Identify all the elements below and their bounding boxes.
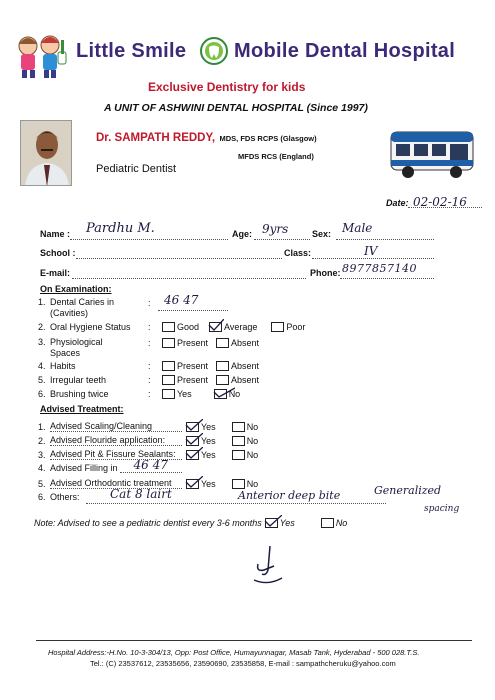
treatment-item-filling: 4. Advised Filling in 46 47 — [38, 463, 182, 473]
sex-label: Sex: — [312, 229, 332, 239]
fluoride-no-checkbox[interactable] — [232, 436, 245, 446]
age-label: Age: — [232, 229, 252, 239]
hospital-title-right: Mobile Dental Hospital — [234, 40, 456, 62]
exam-item-physiological-spaces: 3. Physiological — [38, 337, 103, 347]
exam-item-irregular-teeth: 5. Irregular teeth — [38, 375, 107, 385]
fluoride-yes-checkbox[interactable] — [186, 436, 199, 446]
sealants-yes-checkbox[interactable] — [186, 450, 199, 460]
doctor-name — [96, 128, 317, 146]
class-label: Class: — [284, 248, 312, 258]
spaces-present-checkbox[interactable] — [162, 338, 175, 348]
footer-address: Hospital Address:-H.No. 10-3-304/13, Opp: Post Office, Humayunnagar, Masab Tank, Hyderabad - 500 028.T.S. — [48, 648, 420, 657]
oral-hygiene-good-checkbox[interactable] — [162, 322, 175, 332]
scaling-yes-checkbox[interactable] — [186, 422, 199, 432]
age-value[interactable]: 9yrs — [262, 222, 289, 236]
treatment-item-orthodontic: 5. Advised Orthodontic treatment Yes No — [38, 478, 258, 489]
doctor-signature — [248, 542, 288, 592]
hospital-title-left: Little Smile — [76, 40, 187, 62]
date-label: Date: — [386, 198, 409, 208]
brushing-yes-checkbox[interactable] — [162, 389, 175, 399]
date-value[interactable]: 02-02-16 — [412, 195, 467, 209]
treatment-item-others: 6. Others: — [38, 492, 80, 502]
others-value-2[interactable]: Anterior deep bite — [238, 489, 341, 502]
treatment-heading: Advised Treatment: — [40, 404, 124, 414]
irregular-present-checkbox[interactable] — [162, 375, 175, 385]
habits-present-checkbox[interactable] — [162, 361, 175, 371]
phone-value[interactable]: 8977857140 — [342, 262, 417, 275]
spaces-absent-checkbox[interactable] — [216, 338, 229, 348]
date-field — [386, 193, 467, 211]
exam-label-2: (Cavities) — [50, 308, 89, 318]
mobile-bus-image — [388, 124, 478, 182]
school-label: School : — [40, 248, 76, 258]
doctor-quals-1: MDS, FDS RCPS (Glasgow) — [219, 134, 317, 143]
exam-item-habits: 4. Habits — [38, 361, 76, 371]
sealants-no-checkbox[interactable] — [232, 450, 245, 460]
sex-value[interactable]: Male — [342, 221, 373, 235]
exam-item-oral-hygiene: 2. Oral Hygiene Status — [38, 322, 131, 332]
oral-hygiene-poor-checkbox[interactable] — [271, 322, 284, 332]
unit-line: A UNIT OF ASHWINI DENTAL HOSPITAL (Since 1997) — [104, 102, 368, 114]
brushing-no-checkbox[interactable] — [214, 389, 227, 399]
caries-value[interactable]: 46 47 — [164, 293, 199, 307]
oral-hygiene-average-checkbox[interactable] — [209, 322, 222, 332]
orthodontic-no-checkbox[interactable] — [232, 479, 245, 489]
exam-label: Dental Caries in — [50, 297, 115, 307]
treatment-item-sealants: 3. Advised Pit & Fissure Sealants: Yes No — [38, 449, 258, 460]
phone-label: Phone: — [310, 268, 341, 278]
class-value[interactable]: IV — [364, 244, 378, 258]
note-no-checkbox[interactable] — [321, 518, 334, 528]
treatment-item-scaling: 1. Advised Scaling/Cleaning Yes No — [38, 421, 258, 432]
others-value-1[interactable]: Cat 8 lairt — [110, 487, 172, 501]
note-text: Note: Advised to see a pediatric dentist every 3-6 months — [34, 518, 262, 528]
doctor-photo — [20, 120, 72, 186]
examination-heading: On Examination: — [40, 284, 112, 294]
orthodontic-yes-checkbox[interactable] — [186, 479, 199, 489]
name-value[interactable]: Pardhu M. — [86, 221, 155, 236]
note-line: Note: Advised to see a pediatric dentist every 3-6 months Yes No — [34, 518, 347, 528]
doctor-quals-2: MFDS RCS (England) — [238, 152, 314, 161]
footer-rule — [36, 640, 472, 641]
footer-contact: Tel.: (C) 23537612, 23535656, 23590690, 23535858, E-mail : sampathcheruku@yahoo.com — [90, 659, 396, 668]
scaling-no-checkbox[interactable] — [232, 422, 245, 432]
note-yes-checkbox[interactable] — [265, 518, 278, 528]
tooth-logo-icon — [198, 36, 230, 66]
irregular-absent-checkbox[interactable] — [216, 375, 229, 385]
doctor-name-text: Dr. SAMPATH REDDY, — [96, 132, 216, 144]
filling-value[interactable]: 46 47 — [133, 458, 168, 472]
exam-item-dental-caries: 1. Dental Caries in — [38, 297, 115, 307]
habits-absent-checkbox[interactable] — [216, 361, 229, 371]
treatment-item-fluoride: 2. Advised Flouride application: Yes No — [38, 435, 258, 446]
others-value-3[interactable]: Generalized — [374, 484, 442, 497]
kids-logo — [10, 32, 72, 80]
name-label: Name : — [40, 229, 71, 239]
exam-item-brushing-twice: 6. Brushing twice — [38, 389, 109, 399]
tagline: Exclusive Dentistry for kids — [148, 80, 306, 94]
email-label: E-mail: — [40, 268, 71, 278]
others-value-4[interactable]: spacing — [424, 504, 460, 514]
doctor-role: Pediatric Dentist — [96, 163, 177, 175]
